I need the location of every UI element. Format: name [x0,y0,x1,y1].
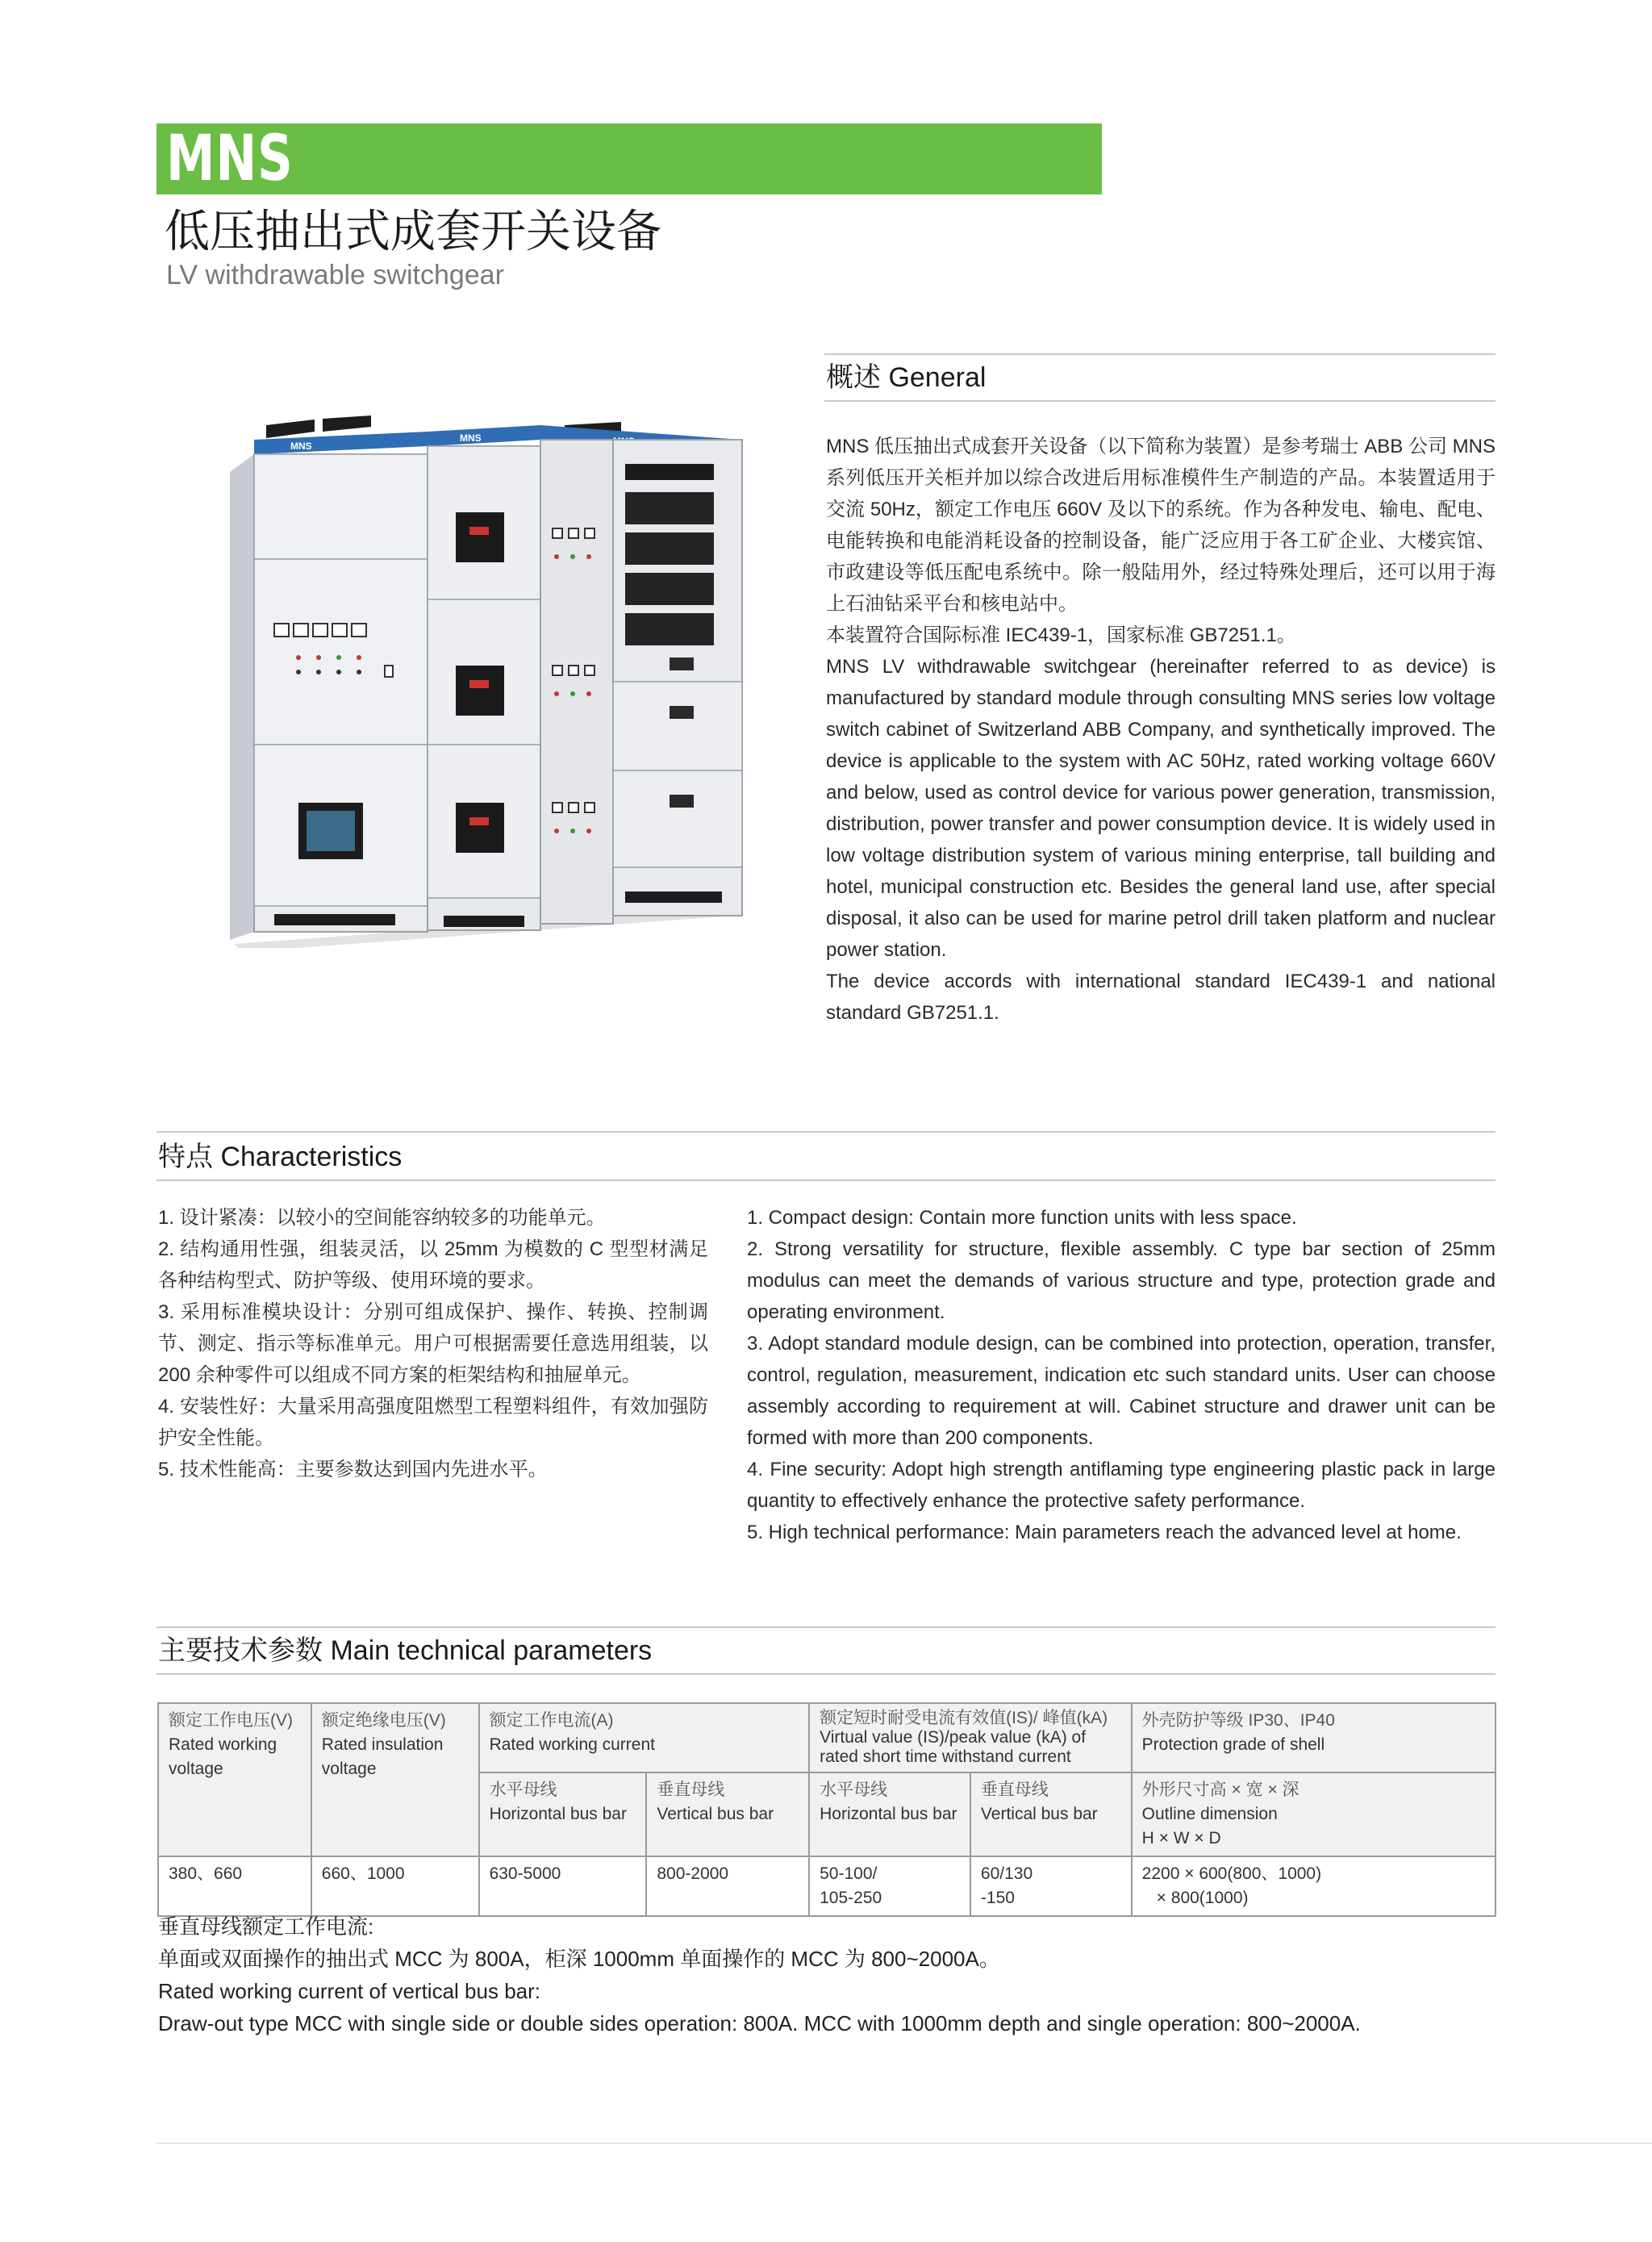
general-rule-top [824,353,1496,355]
parameters-rule-top [156,1626,1496,1628]
footer-rule [156,2143,1652,2144]
col-rated-working-current: 额定工作电流(A) Rated working current [479,1703,810,1772]
characteristic-cn-item: 1. 设计紧凑：以较小的空间能容纳较多的功能单元。 [158,1207,606,1229]
cell-insulation: 660、1000 [311,1856,479,1916]
general-rule-bottom [824,400,1496,402]
brand-title: MNS [166,123,294,195]
page-title-cn: 低压抽出式成套开关设备 [165,206,661,257]
cell-short-vertical: 60/130 -150 [970,1856,1132,1916]
characteristic-en-item: 1. Compact design: Contain more function units with less space. [747,1207,1297,1229]
characteristic-en-item: 2. Strong versatility for structure, flexible assembly. C type bar section of 25mm modulus can meet the demands of various structure and type, protection grade and operating environment. [747,1238,1496,1323]
characteristics-cn-list [158,1202,708,1485]
header-banner [156,123,1102,194]
characteristics-rule-bottom [156,1179,1496,1181]
page-title-en: LV withdrawable switchgear [166,260,504,290]
col-protection-grade: 外壳防护等级 IP30、IP40 Protection grade of shell [1132,1703,1496,1772]
cell-short-horizontal: 50-100/ 105-250 [809,1856,970,1916]
note-line: 垂直母线额定工作电流: [158,1914,374,1939]
cabinet-label-1: MNS [290,440,312,452]
characteristic-en-item: 3. Adopt standard module design, can be combined into protection, operation, transfer, control, regulation, measurement, indication etc such standard units. User can choose assembly according to requirement at will. Cabinet structure and drawer unit can be formed with more than 200 components. [747,1333,1496,1449]
notes-block [158,1910,1497,2040]
general-para-en: MNS LV withdrawable switchgear (hereinafter referred to as device) is manufactured by standard module through consulting MNS series low voltage switch cabinet of Switzerland ABB Company, and synthetically improved. The device is applicable to the system with AC 50Hz, rated working voltage 660V and below, used as control device for various power generation, transmission, distribution, power transfer and power consumption device. It is widely used in low voltage distribution system of various mining enterprise, tall building and hotel, municipal construction etc. Besides the general land use, after special disposal, it also can be used for marine petrol drill taken platform and nuclear power station. [826,656,1496,961]
subcol-short-vertical: 垂直母线 Vertical bus bar [970,1772,1132,1856]
characteristic-cn-item: 3. 采用标准模块设计：分别可组成保护、操作、转换、控制调节、测定、指示等标准单元。用户可根据需要任意选用组装，以 200 余种零件可以组成不同方案的柜架结构和抽屉单元。 [158,1301,708,1386]
parameters-table [157,1702,1496,1917]
cabinet-label-2: MNS [460,432,482,444]
note-line: Rated working current of vertical bus bar: [158,1979,540,2003]
characteristics-heading: 特点 Characteristics [158,1142,403,1172]
subcol-current-vertical: 垂直母线 Vertical bus bar [646,1772,809,1856]
table-row [158,1856,1496,1916]
characteristic-cn-item: 5. 技术性能高：主要参数达到国内先进水平。 [158,1459,548,1480]
general-heading: 概述 General [826,362,987,393]
general-standard-cn: 本装置符合国际标准 IEC439-1，国家标准 GB7251.1。 [826,624,1296,646]
general-standard-en: The device accords with international standard IEC439-1 and national standard GB7251.1. [826,971,1496,1024]
characteristic-en-item: 4. Fine security: Adopt high strength antiflaming type engineering plastic pack in large quantity to effectively enhance the protective safety performance. [747,1459,1496,1512]
switchgear-cabinet-image [186,415,750,948]
col-rated-working-voltage: 额定工作电压(V) Rated working voltage [158,1703,311,1856]
parameters-rule-bottom [156,1673,1496,1675]
general-para-cn: MNS 低压抽出式成套开关设备（以下简称为装置）是参考瑞士 ABB 公司 MNS 系列低压开关柜并加以综合改进后用标准模件生产制造的产品。本装置适用于交流 50Hz，额定工作电压 660V 及以下的系统。作为各种发电、输电、配电、电能转换和电能消耗设备的控制设备，能广泛应用于各工矿企业、大楼宾馆、市政建设等低压配电系统中。除一般陆用外，经过特殊处理后，还可以用于海上石油钻采平台和核电站中。 [826,436,1496,615]
characteristics-en-list [747,1202,1496,1548]
cell-voltage: 380、660 [158,1856,311,1916]
note-line: Draw-out type MCC with single side or double sides operation: 800A. MCC with 1000mm depth and single operation: 800~2000A. [158,2011,1361,2035]
subcol-outline-dimension: 外形尺寸高 × 宽 × 深 Outline dimension H × W × D [1132,1772,1496,1856]
parameters-heading: 主要技术参数 Main technical parameters [158,1635,653,1666]
note-line: 单面或双面操作的抽出式 MCC 为 800A，柜深 1000mm 单面操作的 MCC 为 800~2000A。 [158,1947,1000,1971]
col-rated-insulation-voltage: 额定绝缘电压(V) Rated insulation voltage [311,1703,479,1856]
characteristic-cn-item: 4. 安装性好：大量采用高强度阻燃型工程塑料组件，有效加强防护安全性能。 [158,1396,708,1449]
cell-current-vertical: 800-2000 [646,1856,809,1916]
col-short-time-withstand-current: 额定短时耐受电流有效值(IS)/ 峰值(kA) Virtual value (IS)/peak value (kA) of rated short time withstand current [809,1703,1132,1772]
table-header-row [158,1703,1496,1772]
characteristic-cn-item: 2. 结构通用性强，组装灵活，以 25mm 为模数的 C 型型材满足各种结构型式、防护等级、使用环境的要求。 [158,1238,708,1292]
cell-dimension: 2200 × 600(800、1000) × 800(1000) [1132,1856,1496,1916]
subcol-short-horizontal: 水平母线 Horizontal bus bar [809,1772,970,1856]
subcol-current-horizontal: 水平母线 Horizontal bus bar [479,1772,647,1856]
characteristics-rule-top [156,1131,1496,1133]
general-body [826,431,1496,1029]
cell-current-horizontal: 630-5000 [479,1856,647,1916]
characteristic-en-item: 5. High technical performance: Main parameters reach the advanced level at home. [747,1522,1462,1543]
